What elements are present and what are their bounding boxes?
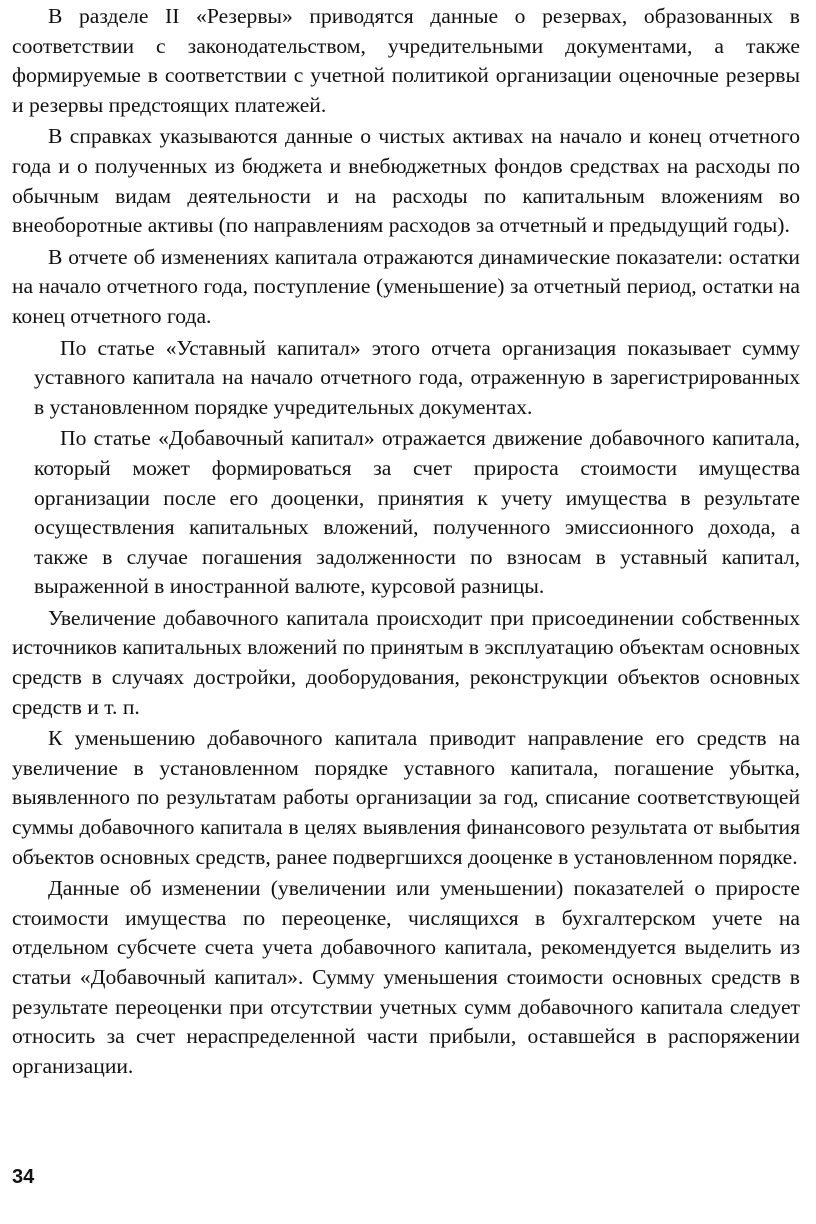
- paragraph-charter-capital: По статье «Уставный капитал» этого отчета организация показывает сумму уставного капитала на начало отчетного года, отраженную в зарегистрированных в установленном порядке учредительных документах.: [34, 335, 800, 419]
- page-number: 34: [12, 1166, 35, 1188]
- paragraph-reserves: В разделе II «Резервы» приводятся данные о резервах, образованных в соответствии с законодательством, учредительными документами, а также формируемые в соответствии с учетной политикой организации оценочные резервы и резервы предстоящих платежей.: [12, 4, 800, 117]
- paragraph-capital-changes: В отчете об изменениях капитала отражаются динамические показатели: остатки на начало отчетного года, поступление (уменьшение) за отчетный период, остатки на конец отчетного года.: [12, 244, 800, 328]
- paragraph-capital-increase: Увеличение добавочного капитала происходит при присоединении собственных источников капитальных вложений по принятым в эксплуатацию объектам основных средств в случаях достройки, дооборудования, реконструкции объектов основных средств и т. п.: [12, 605, 800, 719]
- paragraph-net-assets: В справках указываются данные о чистых активах на начало и конец отчетного года и о полученных из бюджета и внебюджетных фондов средствах на расходы по обычным видам деятельности и на расходы по капитальным вложениям во внеоборотные активы (по направлениям расходов за отчетный и предыдущий годы).: [12, 124, 800, 238]
- paragraph-revaluation: Данные об изменении (увеличении или уменьшении) показателей о приросте стоимости имущества по переоценке, числящихся в бухгалтерском учете на отдельном субсчете счета учета добавочного капитала, рекомендуется выделить из статьи «Добавочный капитал». Сумму уменьшения стоимости основных средств в результате переоценки при отсутствии учетных сумм добавочного капитала следует относить за счет нераспределенной части прибыли, оставшейся в распоряжении организации.: [12, 876, 800, 1078]
- body-text: [12, 2, 800, 1083]
- paragraph-additional-capital: По статье «Добавочный капитал» отражается движение добавочного капитала, который может формироваться за счет прироста стоимости имущества организации после его дооценки, принятия к учету имущества в результате осуществления капитальных вложений, полученного эмиссионного дохода, а также в случае погашения задолженности по взносам в уставный капитал, выраженной в иностранной валюте, курсовой разницы.: [34, 426, 800, 599]
- paragraph-capital-decrease: К уменьшению добавочного капитала приводит направление его средств на увеличение в установленном порядке уставного капитала, погашение убытка, выявленного по результатам работы организации за год, списание соответствующей суммы добавочного капитала в целях выявления финансового результата от выбытия объектов основных средств, ранее подвергшихся дооценке в установленном порядке.: [12, 726, 800, 869]
